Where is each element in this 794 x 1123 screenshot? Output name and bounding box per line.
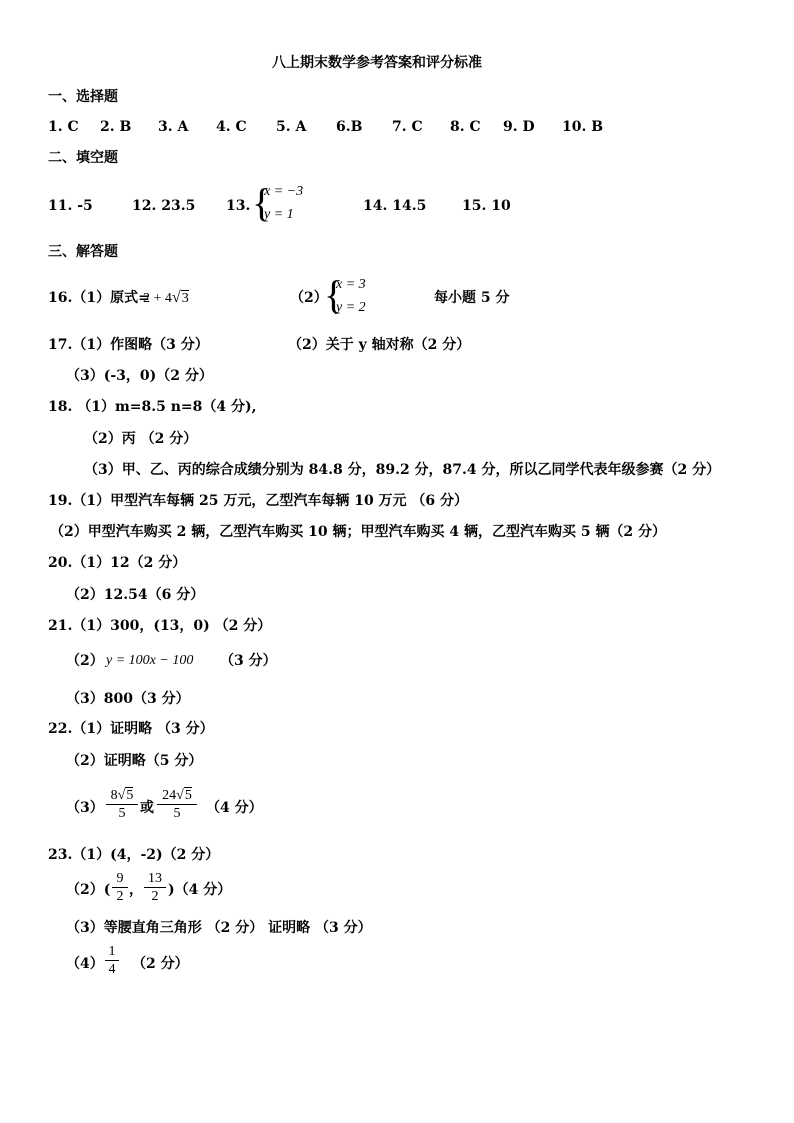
comma: ， [129, 882, 143, 898]
brace-symbol: { [252, 180, 272, 225]
section-heading-choice: 一、选择题 [48, 89, 118, 105]
choice-answer: 10. B [562, 119, 604, 135]
fraction: $\frac{24√5}{5}$ [157, 787, 197, 822]
fraction: $\frac{1}{4}$ [105, 943, 119, 978]
q18-part3: （3）甲、乙、丙的综合成绩分别为 84.8 分，89.2 分，87.4 分，所以乙同学代表年级参赛（2 分） [84, 462, 721, 478]
or-text: 或 [140, 800, 154, 816]
q17-part1: 17.（1）作图略（3 分） [48, 337, 209, 353]
q19-part2: （2）甲型汽车购买 2 辆，乙型汽车购买 10 辆；甲型汽车购买 4 辆，乙型汽车购买 5 辆（2 分） [50, 524, 667, 540]
equation-line: x = −3 [264, 184, 304, 199]
choice-answer: 5. A [276, 119, 307, 135]
equation-line: y = 1 [264, 207, 294, 222]
q22-part2: （2）证明略（5 分） [66, 753, 203, 769]
q16-score-note: 每小题 5 分 [434, 290, 510, 306]
q21-part3: （3）800（3 分） [66, 691, 190, 707]
equation-line: x = 3 [336, 277, 366, 292]
q23-part2-label: （2）( [66, 882, 111, 898]
choice-answer: 9. D [503, 119, 535, 135]
fill-answer-15: 15. 10 [462, 198, 511, 214]
q16-part2-label: （2） [290, 290, 328, 306]
choice-answer: 7. C [392, 119, 423, 135]
q17-part3: （3）(-3，0)（2 分） [66, 368, 213, 384]
choice-answer: 1. C [48, 119, 79, 135]
q21-part2-score: （3 分） [220, 653, 277, 669]
q17-part2: （2）关于 y 轴对称（2 分） [288, 337, 471, 353]
brace-symbol: { [324, 272, 344, 317]
q22-part1: 22.（1）证明略 （3 分） [48, 721, 214, 737]
q16-part1-label: 16.（1）原式= [48, 290, 150, 306]
fraction: $\frac{13}{2}$ [144, 870, 166, 905]
section-heading-solve: 三、解答题 [48, 244, 118, 260]
q23-part4-score: （2 分） [132, 956, 189, 972]
q23-part3: （3）等腰直角三角形 （2 分） 证明略 （3 分） [66, 920, 372, 936]
q22-part3-score: （4 分） [206, 800, 263, 816]
choice-answer: 8. C [450, 119, 481, 135]
q18-part2: （2）丙 （2 分） [84, 431, 198, 447]
q20-part1: 20.（1）12（2 分） [48, 555, 187, 571]
choice-answer: 3. A [158, 119, 189, 135]
choice-answer: 4. C [216, 119, 247, 135]
q21-part1: 21.（1）300，(13，0) （2 分） [48, 618, 272, 634]
q21-equation: y = 100x − 100 [106, 653, 194, 668]
section-heading-fill: 二、填空题 [48, 150, 118, 166]
q21-part2-label: （2） [66, 653, 104, 669]
q16-expression: 2 + 4√3 [143, 289, 189, 306]
page-title: 八上期末数学参考答案和评分标准 [272, 55, 482, 71]
fill-answer-11: 11. -5 [48, 198, 93, 214]
q23-part4-label: （4） [66, 956, 104, 972]
fraction: $\frac{8√5}{5}$ [106, 787, 138, 822]
equation-line: y = 2 [336, 300, 366, 315]
choice-answer: 6.B [336, 119, 363, 135]
fill-answer-12: 12. 23.5 [132, 198, 196, 214]
fraction: $\frac{9}{2}$ [112, 870, 128, 905]
q23-part2-score: )（4 分） [168, 882, 232, 898]
q22-part3-label: （3） [66, 800, 104, 816]
q23-part1: 23.（1）(4，-2)（2 分） [48, 847, 220, 863]
q20-part2: （2）12.54（6 分） [66, 587, 205, 603]
q18-part1: 18. （1）m=8.5 n=8（4 分), [48, 399, 257, 415]
fill-answer-13-label: 13. [226, 198, 251, 214]
q19-part1: 19.（1）甲型汽车每辆 25 万元，乙型汽车每辆 10 万元 （6 分） [48, 493, 469, 509]
choice-answer: 2. B [100, 119, 132, 135]
fill-answer-14: 14. 14.5 [363, 198, 427, 214]
